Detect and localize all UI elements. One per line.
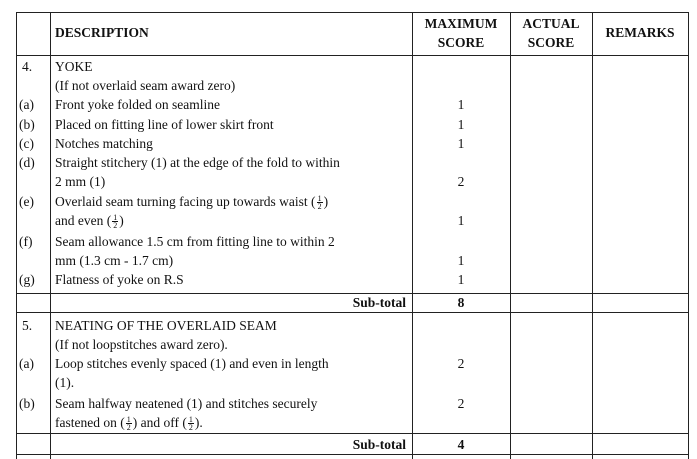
item-max-score: 1 [457,117,465,132]
header-divider [16,55,689,56]
row-divider [16,454,689,455]
fraction-half: $\frac{1}{2}$ [113,213,118,231]
row-divider [16,312,689,313]
col-divider [412,12,413,459]
item-text: Seam allowance 1.5 cm from fitting line to within 2 [55,234,335,249]
item-max-score: 1 [457,272,465,287]
item-max-score: 1 [457,97,465,112]
item-letter: (d) [19,155,35,170]
section-note: (If not loopstitches award zero). [55,337,228,352]
header-max-score-line2: SCORE [437,35,485,50]
item-text: Straight stitchery (1) at the edge of the fold to within [55,155,340,170]
item-letter: (f) [19,234,33,249]
item-letter: (g) [19,272,35,287]
item-text: 2 mm (1) [55,174,106,189]
item-max-score: 2 [457,396,465,411]
item-text: mm (1.3 cm - 1.7 cm) [55,253,174,268]
item-letter: (a) [19,356,34,371]
item-max-score: 2 [457,174,465,189]
item-letter: (e) [19,194,34,209]
item-letter: (a) [19,97,34,112]
item-text: (1). [55,375,75,390]
header-max-score-line1: MAXIMUM [424,16,498,31]
item-max-score: 1 [457,136,465,151]
header-actual-score-line1: ACTUAL [522,16,580,31]
row-divider [16,433,689,434]
fraction-half: $\frac{1}{2}$ [126,415,131,433]
item-text: Seam halfway neatened (1) and stitches securely [55,396,318,411]
row-divider [16,293,689,294]
section-number: 4. [22,59,33,74]
section-number: 5. [22,318,33,333]
item-text: Placed on fitting line of lower skirt front [55,117,274,132]
fraction-half: $\frac{1}{2}$ [188,415,193,433]
col-divider [510,12,511,459]
col-divider [50,12,51,459]
header-remarks: REMARKS [605,25,675,40]
section-title: YOKE [55,59,93,74]
subtotal-value: 4 [457,437,465,452]
item-text: Overlaid seam turning facing up towards waist ( $\frac{1}{2}$ ) [55,194,329,212]
header-actual-score-line2: SCORE [527,35,575,50]
col-divider [592,12,593,459]
item-max-score: 2 [457,356,465,371]
item-letter: (b) [19,117,35,132]
item-text: Loop stitches evenly spaced (1) and even in length [55,356,329,371]
item-text: Notches matching [55,136,153,151]
subtotal-label: Sub-total [352,295,406,310]
item-text: and even ( $\frac{1}{2}$ ) [55,213,124,231]
subtotal-label: Sub-total [352,437,406,452]
item-letter: (c) [19,136,34,151]
item-letter: (b) [19,396,35,411]
section-title: NEATING OF THE OVERLAID SEAM [55,318,277,333]
item-max-score: 1 [457,213,465,228]
header-description: DESCRIPTION [55,25,149,40]
item-text: Front yoke folded on seamline [55,97,220,112]
subtotal-value: 8 [457,295,465,310]
table-border-top [16,12,689,13]
section-note: (If not overlaid seam award zero) [55,78,236,93]
item-text: fastened on ( $\frac{1}{2}$ ) and off ( $\frac{1}{2}$ ). [55,415,203,433]
item-text: Flatness of yoke on R.S [55,272,184,287]
col-divider [688,12,689,459]
col-divider [16,12,17,459]
fraction-half: $\frac{1}{2}$ [317,194,322,212]
item-max-score: 1 [457,253,465,268]
